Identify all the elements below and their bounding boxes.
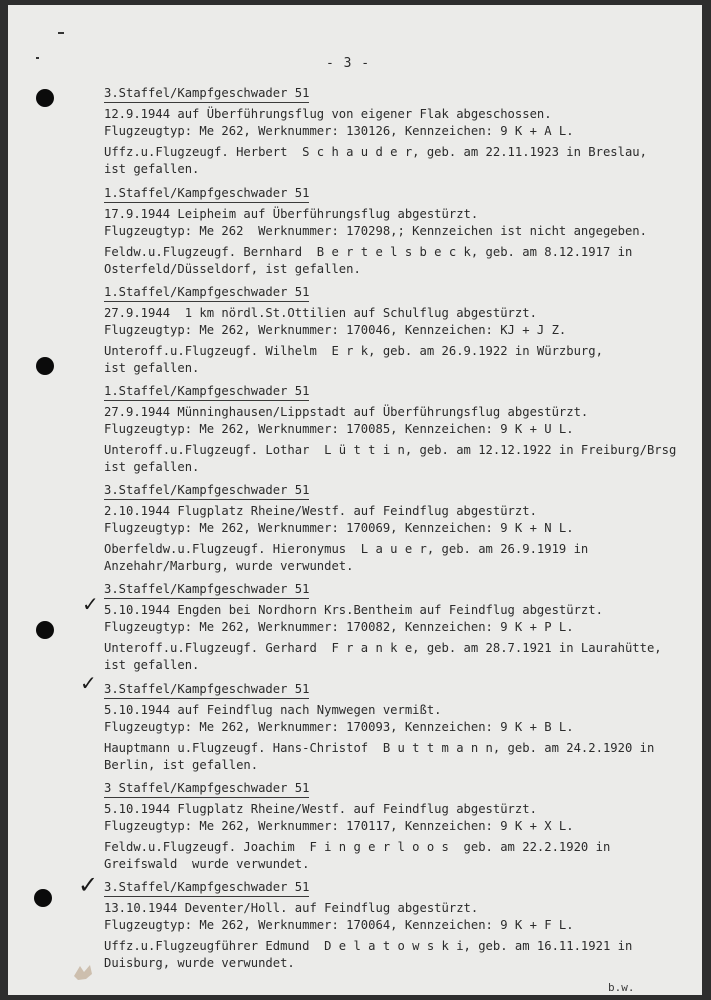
unit-heading: 3.Staffel/Kampfgeschwader 51 <box>104 482 309 500</box>
casualty-entry <box>104 281 702 376</box>
person-line: Feldw.u.Flugzeugf. Joachim F i n g e r l o o s geb. am 22.2.1920 in <box>104 840 611 854</box>
footer-initials: b.w. <box>608 981 635 994</box>
aircraft-line: Flugzeugtyp: Me 262, Werknummer: 170093, Kennzeichen: 9 K + B L. <box>104 719 574 734</box>
handwritten-check-icon: ✓ <box>78 871 99 899</box>
event-line: 5.10.1944 auf Feindflug nach Nymwegen vermißt. <box>104 703 442 717</box>
person-line: Unteroff.u.Flugzeugf. Wilhelm E r k, geb. am 26.9.1922 in Würzburg, <box>104 344 603 358</box>
person-line: Greifswald wurde verwundet. <box>104 856 310 871</box>
person-line: ist gefallen. <box>104 459 200 474</box>
person-line: Uffz.u.Flugzeugführer Edmund D e l a t o w s k i, geb. am 16.11.1921 in <box>104 939 633 953</box>
event-line: 13.10.1944 Deventer/Holl. auf Feindflug abgestürzt. <box>104 901 479 915</box>
person-line: ist gefallen. <box>104 657 200 672</box>
person-line: Duisburg, wurde verwundet. <box>104 955 295 970</box>
person-line: Osterfeld/Düsseldorf, ist gefallen. <box>104 261 361 276</box>
punch-hole <box>36 357 54 375</box>
casualty-entry <box>104 380 702 475</box>
handwritten-check-icon: ✓ <box>80 671 97 695</box>
event-line: 5.10.1944 Engden bei Nordhorn Krs.Bentheim auf Feindflug abgestürzt. <box>104 603 603 617</box>
event-line: 27.9.1944 1 km nördl.St.Ottilien auf Schulflug abgestürzt. <box>104 306 537 320</box>
event-line: 12.9.1944 auf Überführungsflug von eigener Flak abgeschossen. <box>104 107 552 121</box>
person-line: Oberfeldw.u.Flugzeugf. Hieronymus L a u e r, geb. am 26.9.1919 in <box>104 542 589 556</box>
unit-heading: 3.Staffel/Kampfgeschwader 51 <box>104 681 309 699</box>
event-line: 17.9.1944 Leipheim auf Überführungsflug abgestürzt. <box>104 207 479 221</box>
punch-hole <box>36 89 54 107</box>
casualty-entry <box>104 876 702 971</box>
unit-heading: 1.Staffel/Kampfgeschwader 51 <box>104 284 309 302</box>
punch-hole <box>36 621 54 639</box>
stray-mark <box>36 57 39 59</box>
unit-heading: 3.Staffel/Kampfgeschwader 51 <box>104 879 309 897</box>
document-page <box>8 5 702 995</box>
aircraft-line: Flugzeugtyp: Me 262, Werknummer: 170064, Kennzeichen: 9 K + F L. <box>104 917 574 932</box>
aircraft-line: Flugzeugtyp: Me 262, Werknummer: 170085, Kennzeichen: 9 K + U L. <box>104 421 574 436</box>
casualty-entry <box>104 777 702 872</box>
casualty-entry <box>104 678 702 773</box>
aircraft-line: Flugzeugtyp: Me 262, Werknummer: 170069, Kennzeichen: 9 K + N L. <box>104 520 574 535</box>
handwritten-check-icon: ✓ <box>82 592 99 616</box>
unit-heading: 3.Staffel/Kampfgeschwader 51 <box>104 85 309 103</box>
event-line: 27.9.1944 Münninghausen/Lippstadt auf Überführungsflug abgestürzt. <box>104 405 589 419</box>
event-line: 5.10.1944 Flugplatz Rheine/Westf. auf Feindflug abgestürzt. <box>104 802 537 816</box>
unit-heading: 1.Staffel/Kampfgeschwader 51 <box>104 185 309 203</box>
aircraft-line: Flugzeugtyp: Me 262, Werknummer: 170046, Kennzeichen: KJ + J Z. <box>104 322 567 337</box>
aircraft-line: Flugzeugtyp: Me 262 Werknummer: 170298,; Kennzeichen ist nicht angegeben. <box>104 223 647 238</box>
punch-hole <box>34 889 52 907</box>
unit-heading: 3.Staffel/Kampfgeschwader 51 <box>104 581 309 599</box>
casualty-entry <box>104 182 702 277</box>
person-line: Feldw.u.Flugzeugf. Bernhard B e r t e l s b e c k, geb. am 8.12.1917 in <box>104 245 633 259</box>
person-line: Berlin, ist gefallen. <box>104 757 259 772</box>
person-line: Uffz.u.Flugzeugf. Herbert S c h a u d e r, geb. am 22.11.1923 in Breslau, <box>104 145 647 159</box>
stain-mark <box>70 962 96 982</box>
person-line: Hauptmann u.Flugzeugf. Hans-Christof B u t t m a n n, geb. am 24.2.1920 in <box>104 741 655 755</box>
aircraft-line: Flugzeugtyp: Me 262, Werknummer: 170117, Kennzeichen: 9 K + X L. <box>104 818 574 833</box>
person-line: Unteroff.u.Flugzeugf. Gerhard F r a n k e, geb. am 28.7.1921 in Laurahütte, <box>104 641 662 655</box>
event-line: 2.10.1944 Flugplatz Rheine/Westf. auf Feindflug abgestürzt. <box>104 504 537 518</box>
casualty-entry <box>104 479 702 574</box>
unit-heading: 1.Staffel/Kampfgeschwader 51 <box>104 383 309 401</box>
unit-heading: 3 Staffel/Kampfgeschwader 51 <box>104 780 309 798</box>
casualty-entry <box>104 578 702 673</box>
person-line: ist gefallen. <box>104 161 200 176</box>
stray-mark <box>58 32 64 34</box>
aircraft-line: Flugzeugtyp: Me 262, Werknummer: 130126, Kennzeichen: 9 K + A L. <box>104 123 574 138</box>
person-line: Unteroff.u.Flugzeugf. Lothar L ü t t i n, geb. am 12.12.1922 in Freiburg/Brsg <box>104 443 677 457</box>
casualty-entry <box>104 82 702 177</box>
person-line: Anzehahr/Marburg, wurde verwundet. <box>104 558 354 573</box>
aircraft-line: Flugzeugtyp: Me 262, Werknummer: 170082, Kennzeichen: 9 K + P L. <box>104 619 574 634</box>
person-line: ist gefallen. <box>104 360 200 375</box>
page-number: - 3 - <box>326 56 371 71</box>
